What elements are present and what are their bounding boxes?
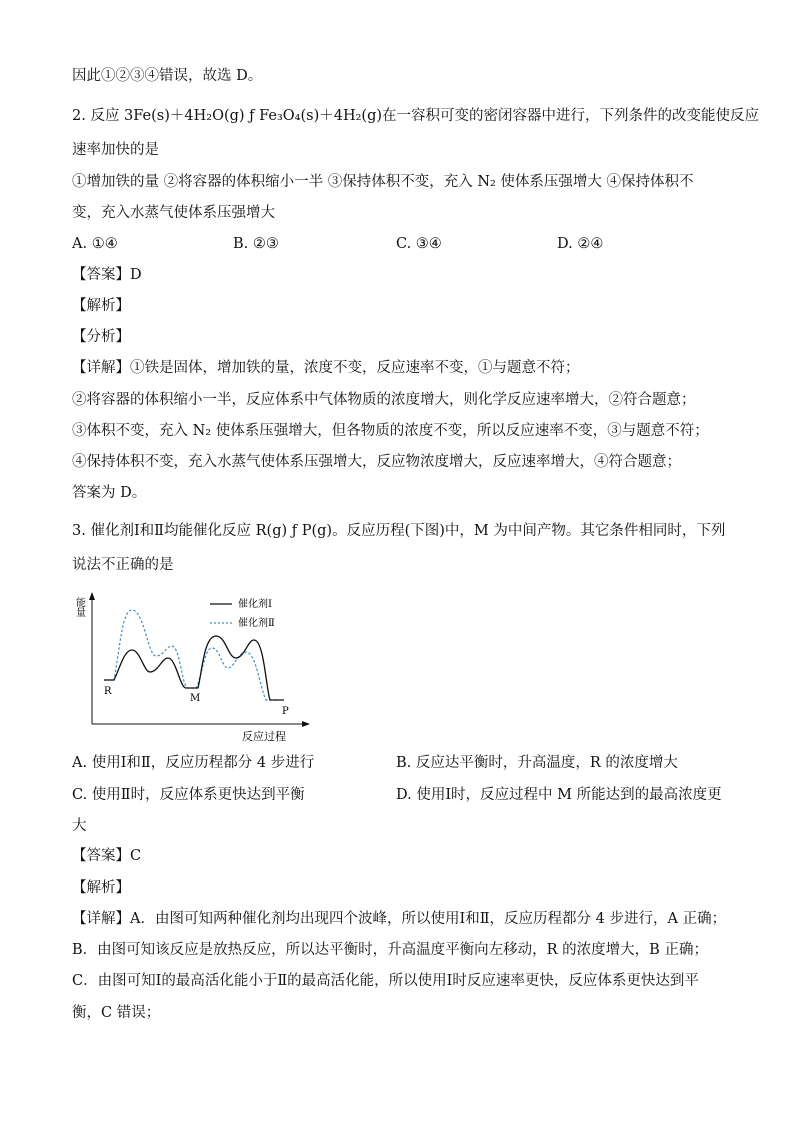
label-P: P — [282, 706, 289, 717]
question-3-stem-cont: 说法不正确的是 — [72, 557, 174, 573]
q3-option-c: C. 使用Ⅱ时，反应体系更快达到平衡 — [72, 787, 305, 803]
q2-option-d: D. ②④ — [557, 236, 604, 252]
x-axis-arrow — [302, 721, 310, 727]
q3-detail-c: C．由图可知Ⅰ的最高活化能小于Ⅱ的最高活化能，所以使用Ⅰ时反应速率更快，反应体系更快达到平 — [72, 973, 699, 989]
q3-analysis-heading: 【解析】 — [72, 880, 130, 896]
q2-answer: 【答案】D — [72, 267, 142, 283]
y-label-char-1: 能 — [76, 598, 86, 609]
q2-detail-3: ③体积不变，充入 N₂ 使体系压强增大，但各物质的浓度不变，所以反应速率不变，③与题意不符； — [72, 423, 709, 439]
energy-profile-diagram — [72, 588, 312, 748]
q3-option-d-cont: 大 — [72, 818, 87, 834]
q2-detail-5: 答案为 D。 — [72, 485, 147, 501]
question-2-conditions: ①增加铁的量 ②将容器的体积缩小一半 ③保持体积不变，充入 N₂ 使体系压强增大 ④保持体积不 — [72, 174, 694, 190]
q3-option-d: D. 使用Ⅰ时，反应过程中 M 所能达到的最高浓度更 — [396, 787, 722, 803]
q2-fenxi-heading: 【分析】 — [72, 329, 130, 345]
y-axis-arrow — [89, 592, 95, 600]
q2-detail-1: 【详解】①铁是固体，增加铁的量，浓度不变，反应速率不变，①与题意不符； — [72, 360, 580, 376]
y-axis-label — [76, 596, 89, 619]
legend-label-2: 催化剂Ⅱ — [238, 618, 275, 629]
label-M: M — [190, 693, 201, 704]
text-line: 因此①②③④错误，故选 D。 — [72, 68, 263, 84]
q3-option-a: A. 使用Ⅰ和Ⅱ，反应历程都分 4 步进行 — [72, 755, 315, 771]
q2-detail-2: ②将容器的体积缩小一半，反应体系中气体物质的浓度增大，则化学反应速率增大，②符合题意； — [72, 392, 696, 408]
q3-detail-b: B．由图可知该反应是放热反应，所以达平衡时，升高温度平衡向左移动，R 的浓度增大，B 正确； — [72, 942, 708, 958]
q2-option-b: B. ②③ — [233, 236, 279, 252]
question-2-stem: 2. 反应 3Fe(s)＋4H₂O(g) ƒ Fe₃O₄(s)＋4H₂(g)在一容积可变的密闭容器中进行，下列条件的改变能使反应 — [72, 108, 760, 124]
label-R: R — [104, 686, 112, 697]
curve-catalyst-1 — [104, 636, 284, 700]
q3-option-b: B. 反应达平衡时，升高温度，R 的浓度增大 — [396, 755, 678, 771]
legend-label-1: 催化剂Ⅰ — [238, 599, 272, 610]
question-3-stem: 3. 催化剂Ⅰ和Ⅱ均能催化反应 R(g) ƒ P(g)。反应历程(下图)中，M 为中间产物。其它条件相同时，下列 — [72, 523, 726, 539]
x-axis-label: 反应过程 — [242, 730, 286, 743]
q3-detail-a: 【详解】A．由图可知两种催化剂均出现四个波峰，所以使用Ⅰ和Ⅱ，反应历程都分 4 步进行，A 正确； — [72, 911, 727, 927]
y-label-char-2: 量 — [76, 608, 86, 619]
q3-answer: 【答案】C — [72, 848, 142, 864]
q2-analysis-heading: 【解析】 — [72, 298, 130, 314]
q2-option-a: A. ①④ — [72, 236, 118, 252]
q2-option-c: C. ③④ — [396, 236, 442, 252]
question-2-stem-cont: 速率加快的是 — [72, 142, 159, 158]
energy-profile-svg — [72, 588, 312, 748]
q3-detail-c-cont: 衡，C 错误； — [72, 1005, 161, 1021]
question-2-conditions-cont: 变，充入水蒸气使体系压强增大 — [72, 205, 275, 221]
q2-detail-4: ④保持体积不变，充入水蒸气使体系压强增大，反应物浓度增大，反应速率增大，④符合题意； — [72, 454, 681, 470]
